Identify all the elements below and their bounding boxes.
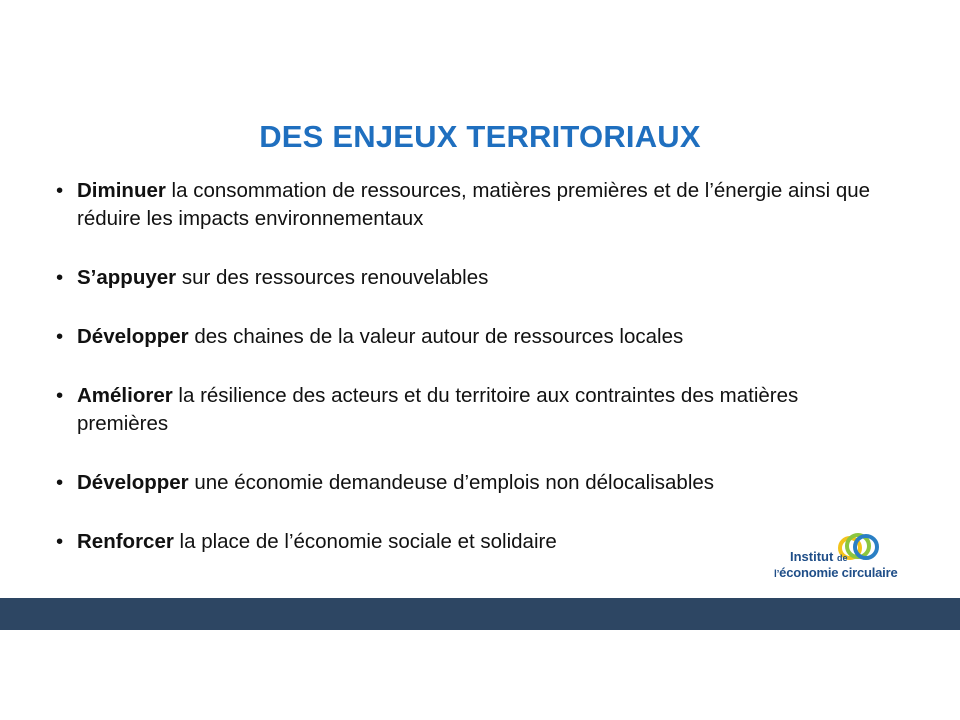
bullet-marker: • [56,266,64,289]
bullet-text: une économie demandeuse d’emplois non délocalisables [188,471,715,494]
bullet-marker: • [56,384,64,407]
bullet-keyword: Renforcer [77,530,174,553]
bullet-keyword: Diminuer [77,179,166,202]
bullet-marker: • [56,179,64,202]
institut-logo [774,530,924,586]
logo-line2 [774,565,897,580]
bullet-list [56,177,876,556]
bullet-text: la consommation de ressources, matières premières et de l’énergie ainsi que réduire les impacts environnementaux [77,179,871,230]
slide-title: DES ENJEUX TERRITORIAUX [259,119,701,154]
bullet-keyword: Développer [77,325,189,348]
logo-word-economie: économie circulaire [779,565,898,580]
bullet-keyword: Améliorer [77,384,173,407]
footer-band [0,598,960,630]
bullet-text: la place de l’économie sociale et solidaire [173,530,557,553]
logo-word-institut: Institut [790,549,834,564]
bullet-text: des chaines de la valeur autour de ressources locales [188,325,684,348]
bullet-text: sur des ressources renouvelables [176,266,489,289]
bullet-keyword: Développer [77,471,189,494]
bullet-item [56,528,876,556]
bullet-marker: • [56,471,64,494]
bullet-item [56,382,876,438]
logo-prefix: l’ [774,569,780,580]
bullet-item [56,323,876,351]
logo-line1 [790,549,847,564]
logo-word-de: de [836,553,848,563]
bullet-item [56,264,876,292]
bullet-text: la résilience des acteurs et du territoire aux contraintes des matières premières [77,384,799,435]
bullet-marker: • [56,530,64,553]
bullet-item [56,177,876,233]
bullet-marker: • [56,325,64,348]
bullet-item [56,469,876,497]
bullet-keyword: S’appuyer [77,266,177,289]
